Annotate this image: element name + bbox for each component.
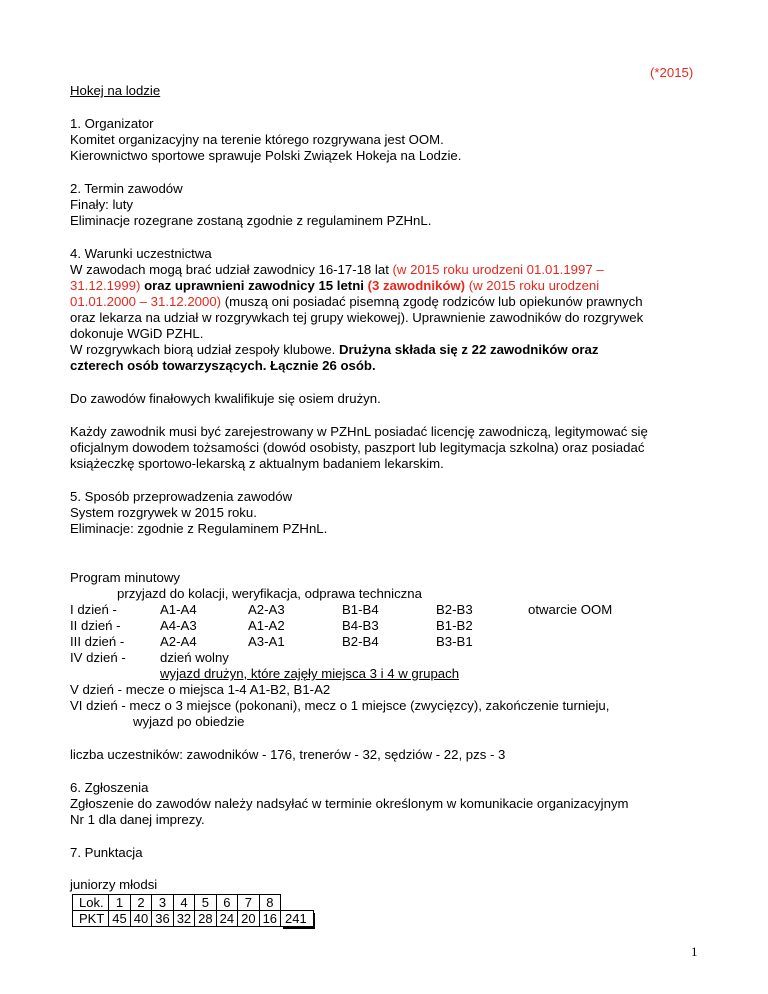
scoring-group: juniorzy młodsi — [70, 877, 158, 892]
points-cell: 20 — [238, 911, 259, 927]
points-cell: 45 — [109, 911, 130, 927]
entries-heading: 6. Zgłoszenia — [70, 780, 149, 795]
program-arrival: przyjazd do kolacji, weryfikacja, odprawa techniczna — [117, 586, 422, 601]
points-total: 241 — [281, 911, 314, 927]
license-line: książeczkę sportowo-lekarską z aktualnym badaniem lekarskim. — [70, 456, 444, 471]
points-cell: 40 — [130, 911, 151, 927]
method-line: Eliminacje: zgodnie z Regulaminem PZHnL. — [70, 521, 328, 536]
points-table — [72, 894, 314, 927]
term-heading: 2. Termin zawodów — [70, 181, 183, 196]
day5-line: V dzień - mecze o miejsca 1-4 A1-B2, B1-A2 — [70, 682, 331, 697]
conditions-line: czterech osób towarzyszących. Łącznie 26 osób. — [70, 358, 376, 373]
method-heading: 5. Sposób przeprowadzenia zawodów — [70, 489, 293, 504]
match: B1-B2 — [436, 618, 473, 633]
points-cell: 32 — [173, 911, 194, 927]
match: A1-A2 — [248, 618, 285, 633]
table-row — [73, 911, 314, 927]
conditions-line: dokonuje WGiD PZHL. — [70, 326, 204, 341]
day6-continuation: wyjazd po obiedzie — [133, 714, 245, 729]
place-cell: 6 — [216, 895, 237, 911]
conditions-line: W rozgrywkach biorą udział zespoły klubowe. Drużyna składa się z 22 zawodników oraz — [70, 342, 599, 357]
entries-line: Nr 1 dla danej imprezy. — [70, 812, 205, 827]
term-line: Finały: luty — [70, 197, 134, 212]
day6-line: VI dzień - mecz o 3 miejsce (pokonani), mecz o 1 miejsce (zwycięzcy), zakończenie turnieju, — [70, 698, 610, 713]
match: B2-B4 — [342, 634, 379, 649]
match: B2-B3 — [436, 602, 473, 617]
organizer-line: Kierownictwo sportowe sprawuje Polski Związek Hokeja na Lodzie. — [70, 148, 462, 163]
points-cell: 28 — [195, 911, 216, 927]
place-cell: 8 — [259, 895, 280, 911]
day-note: otwarcie OOM — [528, 602, 613, 617]
page-number: 1 — [691, 944, 698, 959]
match: A4-A3 — [160, 618, 197, 633]
match: B1-B4 — [342, 602, 379, 617]
conditions-line: 01.01.2000 – 31.12.2000) (muszą oni posiadać pisemną zgodę rodziców lub opiekunów prawnych — [70, 294, 643, 309]
row-label: Lok. — [73, 895, 109, 911]
method-line: System rozgrywek w 2015 roku. — [70, 505, 257, 520]
organizer-line: Komitet organizacyjny na terenie którego rozgrywana jest OOM. — [70, 132, 444, 147]
place-cell: 7 — [238, 895, 259, 911]
match: A2-A4 — [160, 634, 197, 649]
document-title: Hokej na lodzie — [70, 83, 161, 98]
program-heading: Program minutowy — [70, 570, 180, 585]
year-note: (*2015) — [650, 65, 694, 80]
table-row — [73, 895, 314, 911]
place-cell: 4 — [173, 895, 194, 911]
conditions-line: oraz lekarza na udział w rozgrywkach tej grupy wiekowej). Uprawnienie zawodników do rozgrywek — [70, 310, 644, 325]
participants-line: liczba uczestników: zawodników - 176, trenerów - 32, sędziów - 22, pzs - 3 — [70, 747, 506, 762]
departure-line: wyjazd drużyn, które zajęły miejsca 3 i 4 w grupach — [160, 666, 460, 681]
points-cell: 16 — [259, 911, 280, 927]
license-line: Każdy zawodnik musi być zarejestrowany w PZHnL posiadać licencję zawodniczą, legitymować się — [70, 424, 648, 439]
conditions-heading: 4. Warunki uczestnictwa — [70, 246, 212, 261]
empty-cell — [281, 895, 314, 911]
place-cell: 5 — [195, 895, 216, 911]
match: A2-A3 — [248, 602, 285, 617]
place-cell: 3 — [152, 895, 173, 911]
match: B4-B3 — [342, 618, 379, 633]
place-cell: 1 — [109, 895, 130, 911]
license-line: oficjalnym dowodem tożsamości (dowód osobisty, paszport lub legitymacja szkolna) oraz posiadać — [70, 440, 645, 455]
day-label: III dzień - — [70, 634, 125, 649]
scoring-heading: 7. Punktacja — [70, 845, 143, 860]
match: A1-A4 — [160, 602, 197, 617]
points-cell: 36 — [152, 911, 173, 927]
match: A3-A1 — [248, 634, 285, 649]
day-label: I dzień - — [70, 602, 117, 617]
organizer-heading: 1. Organizator — [70, 116, 154, 131]
term-line: Eliminacje rozegrane zostaną zgodnie z regulaminem PZHnL. — [70, 213, 432, 228]
day-label: II dzień - — [70, 618, 121, 633]
match: B3-B1 — [436, 634, 473, 649]
qualify-line: Do zawodów finałowych kwalifikuje się osiem drużyn. — [70, 391, 381, 406]
conditions-line: 31.12.1999) oraz uprawnieni zawodnicy 15 letni (3 zawodników) (w 2015 roku urodzeni — [70, 278, 600, 293]
place-cell: 2 — [130, 895, 151, 911]
entries-line: Zgłoszenie do zawodów należy nadsyłać w terminie określonym w komunikacie organizacyjnym — [70, 796, 629, 811]
row-label: PKT — [73, 911, 109, 927]
day-free: dzień wolny — [160, 650, 229, 665]
day-label: IV dzień - — [70, 650, 126, 665]
conditions-line: W zawodach mogą brać udział zawodnicy 16-17-18 lat (w 2015 roku urodzeni 01.01.1997 – — [70, 262, 604, 277]
points-cell: 24 — [216, 911, 237, 927]
